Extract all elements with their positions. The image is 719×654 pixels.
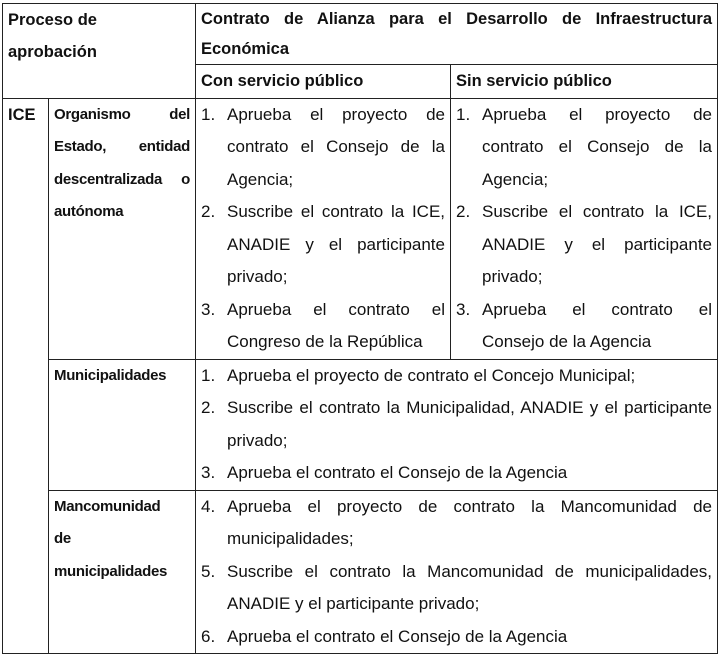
ice-label: ICE <box>3 98 49 654</box>
list-item <box>201 556 712 621</box>
without-public-service-header: Sin servicio público <box>451 65 718 99</box>
list-item <box>201 294 445 359</box>
step-number: 2. <box>456 202 471 221</box>
step-number: 3. <box>456 299 471 319</box>
entity-label: Municipalidades <box>54 366 167 384</box>
with-service-steps <box>196 98 451 359</box>
entity-cell <box>49 490 196 654</box>
list-item <box>201 392 712 457</box>
entity-cell <box>49 359 196 490</box>
table-row-mancomunidad <box>3 490 718 654</box>
step-text: Aprueba el contrato el Consejo de la Agencia <box>482 299 713 351</box>
step-number: 3. <box>201 463 216 482</box>
step-text: Suscribe el contrato la Municipalidad, ANADIE y el participante privado; <box>227 398 713 450</box>
approval-process-table <box>2 3 718 654</box>
step-text: Aprueba el contrato el Congreso de la República <box>227 299 445 351</box>
step-text: Aprueba el proyecto de contrato el Consejo de la Agencia; <box>227 104 445 189</box>
list-item <box>456 294 712 359</box>
contract-title: Contrato de Alianza para el Desarrollo de Infraestructura Económica <box>201 10 713 58</box>
step-text: Suscribe el contrato la ICE, ANADIE y el participante privado; <box>227 202 445 286</box>
process-label: Proceso de aprobación <box>8 11 97 61</box>
contract-title-cell <box>196 4 718 65</box>
step-text: Aprueba el contrato el Consejo de la Agencia <box>227 626 568 646</box>
list-item <box>201 196 445 294</box>
list-item <box>456 99 712 197</box>
step-number: 2. <box>201 398 216 417</box>
entity-label: Mancomunidad de municipalidades <box>54 497 168 580</box>
list-item <box>201 360 712 393</box>
step-number: 5. <box>201 561 216 581</box>
table-row-organismo <box>3 98 718 359</box>
with-public-service-header: Con servicio público <box>196 65 451 99</box>
without-service-steps <box>451 98 718 359</box>
step-number: 3. <box>201 299 216 319</box>
list-item <box>201 99 445 197</box>
entity-cell <box>49 98 196 359</box>
combined-steps <box>196 490 718 654</box>
list-item <box>201 491 712 556</box>
step-text: Aprueba el proyecto de contrato el Consejo de la Agencia; <box>482 104 713 189</box>
table-row-municipalidades <box>3 359 718 490</box>
step-text: Suscribe el contrato la ICE, ANADIE y el participante privado; <box>482 202 713 286</box>
step-text: Aprueba el contrato el Consejo de la Agencia <box>227 463 568 482</box>
process-header-cell <box>3 4 196 99</box>
step-number: 4. <box>201 496 216 516</box>
combined-steps <box>196 359 718 490</box>
step-number: 1. <box>201 365 216 385</box>
list-item <box>201 457 712 490</box>
step-number: 6. <box>201 626 216 646</box>
step-number: 1. <box>456 104 471 124</box>
list-item <box>201 621 712 654</box>
step-text: Suscribe el contrato la Mancomunidad de municipalidades, ANADIE y el participante privado; <box>227 561 713 613</box>
step-text: Aprueba el proyecto de contrato el Concejo Municipal; <box>227 365 636 385</box>
step-number: 1. <box>201 104 216 124</box>
entity-label: Organismo del Estado, entidad descentralizada o autónoma <box>54 105 190 220</box>
header-row-1 <box>3 4 718 65</box>
step-text: Aprueba el proyecto de contrato la Mancomunidad de municipalidades; <box>227 496 713 548</box>
list-item <box>456 196 712 294</box>
step-number: 2. <box>201 202 216 221</box>
